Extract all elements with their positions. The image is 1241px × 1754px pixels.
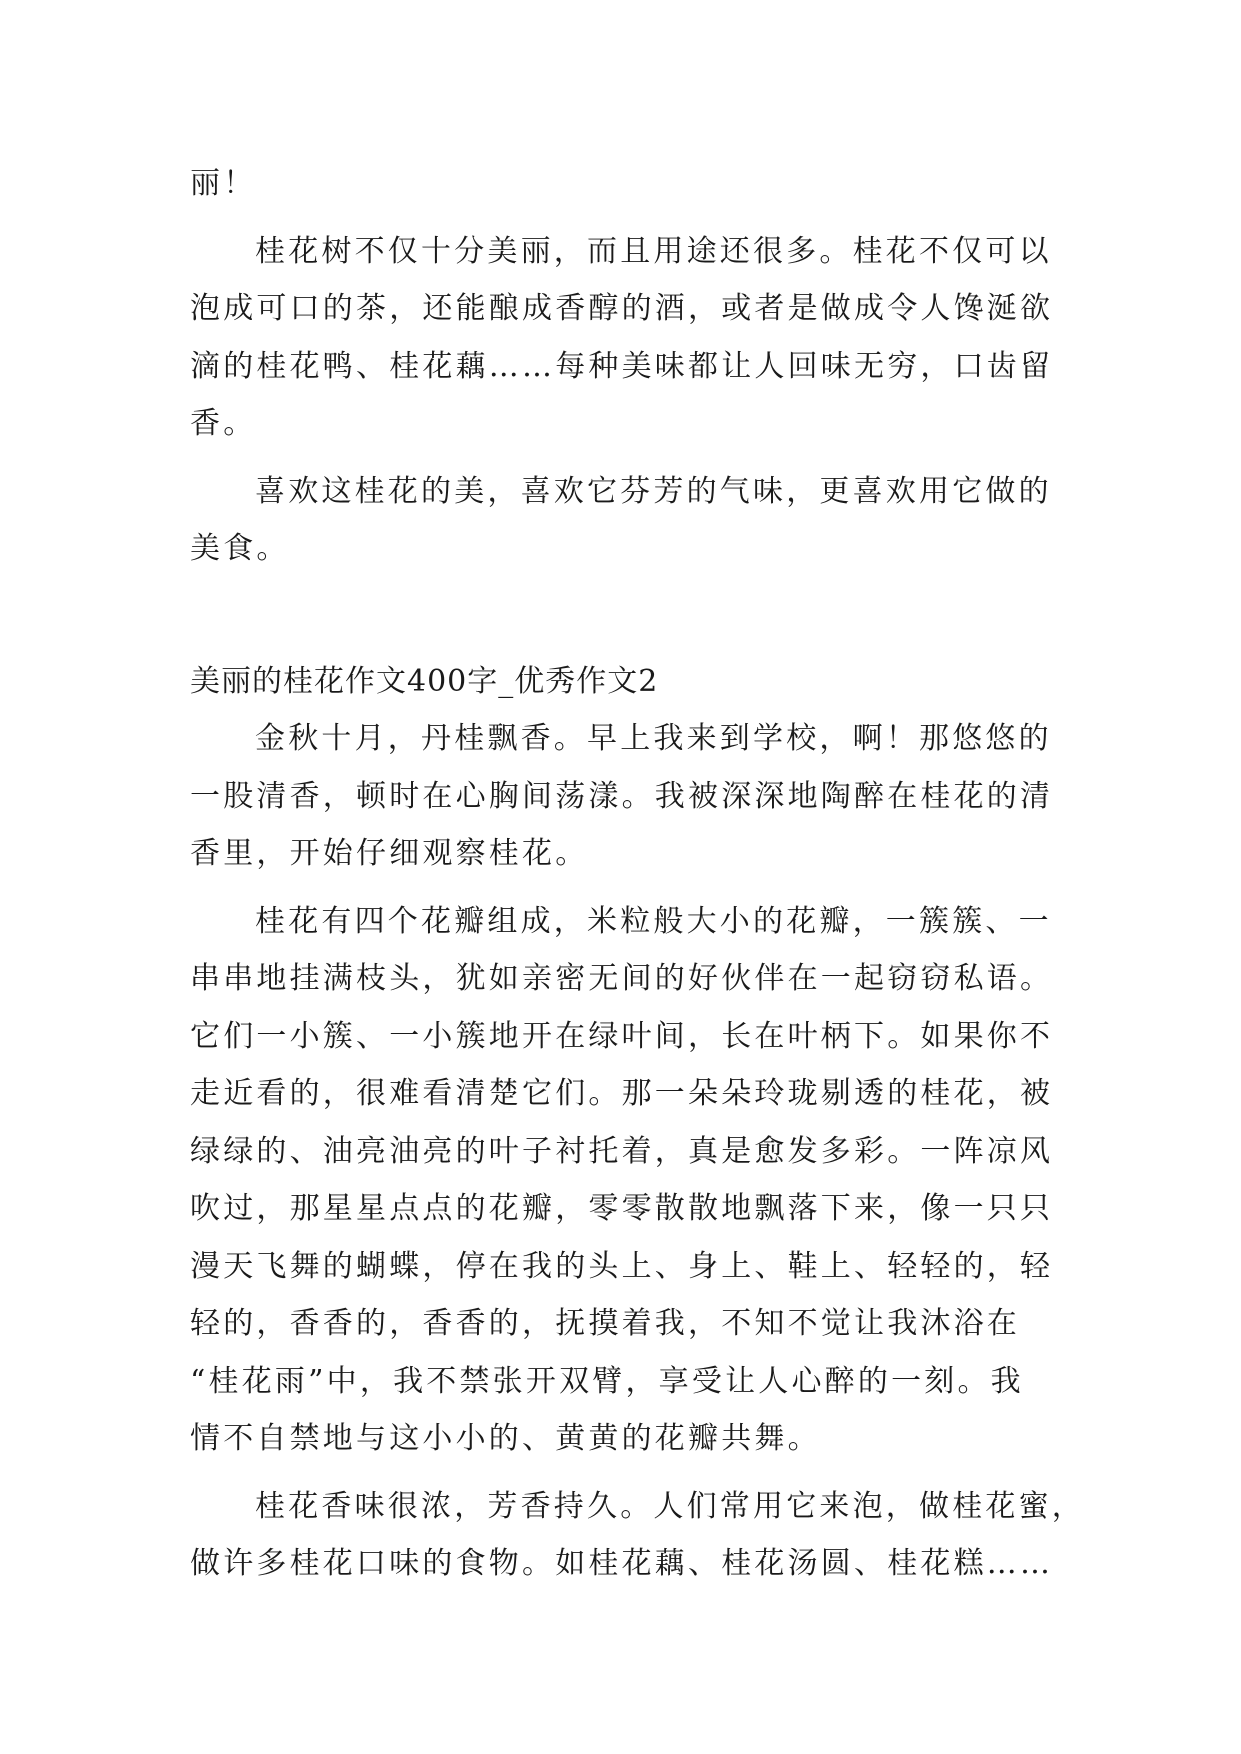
paragraph-uses: [190, 223, 1060, 453]
text-line: 一股清香，顿时在心胸间荡漾。我被深深地陶醉在桂花的清: [190, 778, 1054, 814]
text-line: “桂花雨”中，我不禁张开双臂，享受让人心醉的一刻。我: [190, 1363, 1024, 1399]
paragraph-description: [190, 893, 1060, 1468]
text-line: 串串地挂满枝头，犹如亲密无间的好伙伴在一起窃窃私语。: [190, 961, 1054, 996]
text-line: 喜欢这桂花的美，喜欢它芬芳的气味，更喜欢用它做的: [255, 473, 1052, 509]
text-line: 轻的，香香的，香香的，抚摸着我，不知不觉让我沐浴在: [190, 1306, 1020, 1341]
text-line: 做许多桂花口味的食物。如桂花藕、桂花汤圆、桂花糕……: [190, 1546, 1054, 1581]
text-line: 泡成可口的茶，还能酿成香醇的酒，或者是做成令人馋涎欲: [190, 291, 1054, 326]
paragraph-conclusion: [190, 463, 1060, 578]
text-line: 漫天飞舞的蝴蝶，停在我的头上、身上、鞋上、轻轻的，轻: [190, 1248, 1054, 1284]
text-line: 桂花有四个花瓣组成，米粒般大小的花瓣，一簇簇、一: [255, 903, 1052, 939]
document-body: [190, 155, 1085, 1593]
text-line: 香。: [190, 406, 257, 441]
text-line: 香里，开始仔细观察桂花。: [190, 836, 589, 871]
text-line: 桂花树不仅十分美丽，而且用途还很多。桂花不仅可以: [255, 233, 1052, 269]
text-line: 绿绿的、油亮油亮的叶子衬托着，真是愈发多彩。一阵凉风: [190, 1133, 1054, 1169]
paragraph-fragrance: [190, 1478, 1085, 1593]
text-line: 它们一小簇、一小簇地开在绿叶间，长在叶柄下。如果你不: [190, 1018, 1054, 1054]
text-line: 情不自禁地与这小小的、黄黄的花瓣共舞。: [190, 1421, 821, 1456]
text-line: 金秋十月，丹桂飘香。早上我来到学校，啊！那悠悠的: [255, 721, 1052, 756]
essay-heading: [190, 653, 1060, 711]
text-line: 丽！: [190, 166, 257, 201]
text-line: 滴的桂花鸭、桂花藕……每种美味都让人回味无穷，口齿留: [190, 348, 1054, 384]
text-line: 桂花香味很浓，芳香持久。人们常用它来泡，做桂花蜜，: [255, 1488, 1085, 1524]
text-line: 吹过，那星星点点的花瓣，零零散散地飘落下来，像一只只: [190, 1191, 1054, 1226]
text-line: 走近看的，很难看清楚它们。那一朵朵玲珑剔透的桂花，被: [190, 1076, 1054, 1111]
paragraph-intro: [190, 710, 1060, 883]
text-line: 美食。: [190, 531, 290, 566]
paragraph-continuation: [190, 155, 1060, 213]
essay-title: 美丽的桂花作文400字_优秀作文2: [190, 663, 659, 699]
